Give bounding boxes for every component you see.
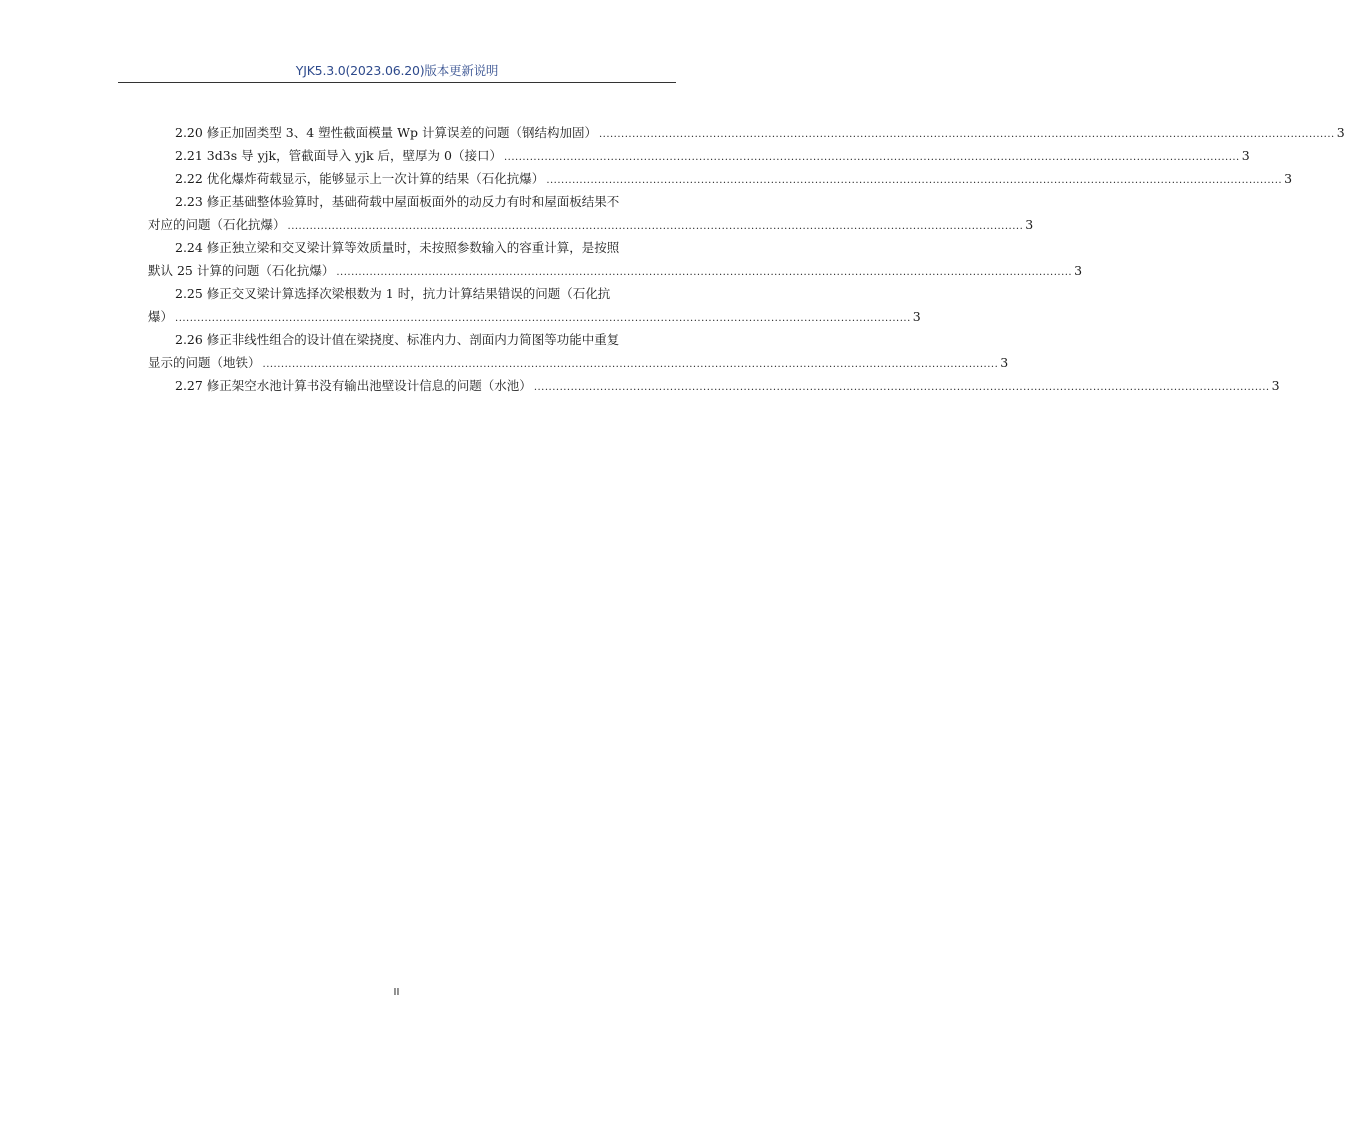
header-title: YJK5.3.0(2023.06.20)版本更新说明	[295, 63, 499, 78]
toc-entry-line	[148, 328, 671, 351]
toc-page-number: 3	[1336, 125, 1345, 140]
toc-leader-dots: ........................................................................................................................................................................................................	[262, 359, 999, 370]
header-divider	[118, 82, 676, 83]
toc-entry-text: 默认 25 计算的问题（石化抗爆）	[148, 263, 335, 278]
toc-entry-2-24[interactable]	[148, 236, 1083, 282]
toc-entry-line	[148, 282, 671, 305]
toc-leader-dots: ........................................................................................................................................................................................................	[175, 313, 911, 324]
toc-page-number: 3	[1000, 355, 1009, 370]
toc-page-number: 3	[1074, 263, 1083, 278]
toc-entry-text: 2.26 修正非线性组合的设计值在梁挠度、标准内力、剖面内力简图等功能中重复	[175, 332, 620, 347]
toc-page-number: 3	[1284, 171, 1293, 186]
toc-entry-text: 2.23 修正基础整体验算时，基础荷载中屋面板面外的动反力有时和屋面板结果不	[175, 194, 620, 209]
toc-entry-text: 2.22 优化爆炸荷载显示，能够显示上一次计算的结果（石化抗爆）	[175, 171, 545, 186]
toc-entry-2-27[interactable]	[148, 374, 1280, 397]
toc-entry-line	[148, 259, 1083, 282]
toc-entry-2-22[interactable]	[148, 167, 1293, 190]
page-number: II	[393, 987, 400, 998]
toc-entry-2-21[interactable]	[148, 144, 1250, 167]
toc-page-number: 3	[912, 309, 921, 324]
toc-entry-line	[148, 236, 671, 259]
toc-entry-line	[148, 305, 921, 328]
toc-entry-2-20[interactable]	[148, 121, 1345, 144]
toc-leader-dots: ........................................................................................................................................................................................................	[598, 129, 1335, 140]
toc-entry-text: 对应的问题（石化抗爆）	[148, 217, 286, 232]
toc-entry-2-25[interactable]	[148, 282, 921, 328]
toc-entry-text: 2.27 修正架空水池计算书没有输出池壁设计信息的问题（水池）	[175, 378, 532, 393]
toc-leader-dots: ........................................................................................................................................................................................................	[503, 152, 1240, 163]
toc-leader-dots: ........................................................................................................................................................................................................	[546, 175, 1283, 186]
toc-entry-text: 显示的问题（地铁）	[148, 355, 261, 370]
toc-leader-dots: ........................................................................................................................................................................................................	[533, 382, 1270, 393]
toc-page-number: 3	[1241, 148, 1250, 163]
toc-page-number: 3	[1271, 378, 1280, 393]
toc-entry-2-23[interactable]	[148, 190, 1034, 236]
toc-entry-2-26[interactable]	[148, 328, 1009, 374]
table-of-contents	[148, 121, 1345, 397]
toc-entry-text: 2.20 修正加固类型 3、4 塑性截面模量 Wp 计算误差的问题（钢结构加固）	[175, 125, 597, 140]
toc-page-number: 3	[1025, 217, 1034, 232]
toc-leader-dots: ........................................................................................................................................................................................................	[287, 221, 1024, 232]
toc-entry-text: 爆）	[148, 309, 174, 324]
toc-entry-text: 2.25 修正交叉梁计算选择次梁根数为 1 时，抗力计算结果错误的问题（石化抗	[175, 286, 611, 301]
toc-leader-dots: ........................................................................................................................................................................................................	[336, 267, 1073, 278]
toc-entry-line	[148, 351, 1009, 374]
toc-entry-text: 2.21 3d3s 导 yjk，管截面导入 yjk 后，壁厚为 0（接口）	[175, 148, 502, 163]
toc-entry-line	[148, 190, 671, 213]
toc-entry-text: 2.24 修正独立梁和交叉梁计算等效质量时，未按照参数输入的容重计算，是按照	[175, 240, 620, 255]
toc-entry-line	[148, 213, 1034, 236]
